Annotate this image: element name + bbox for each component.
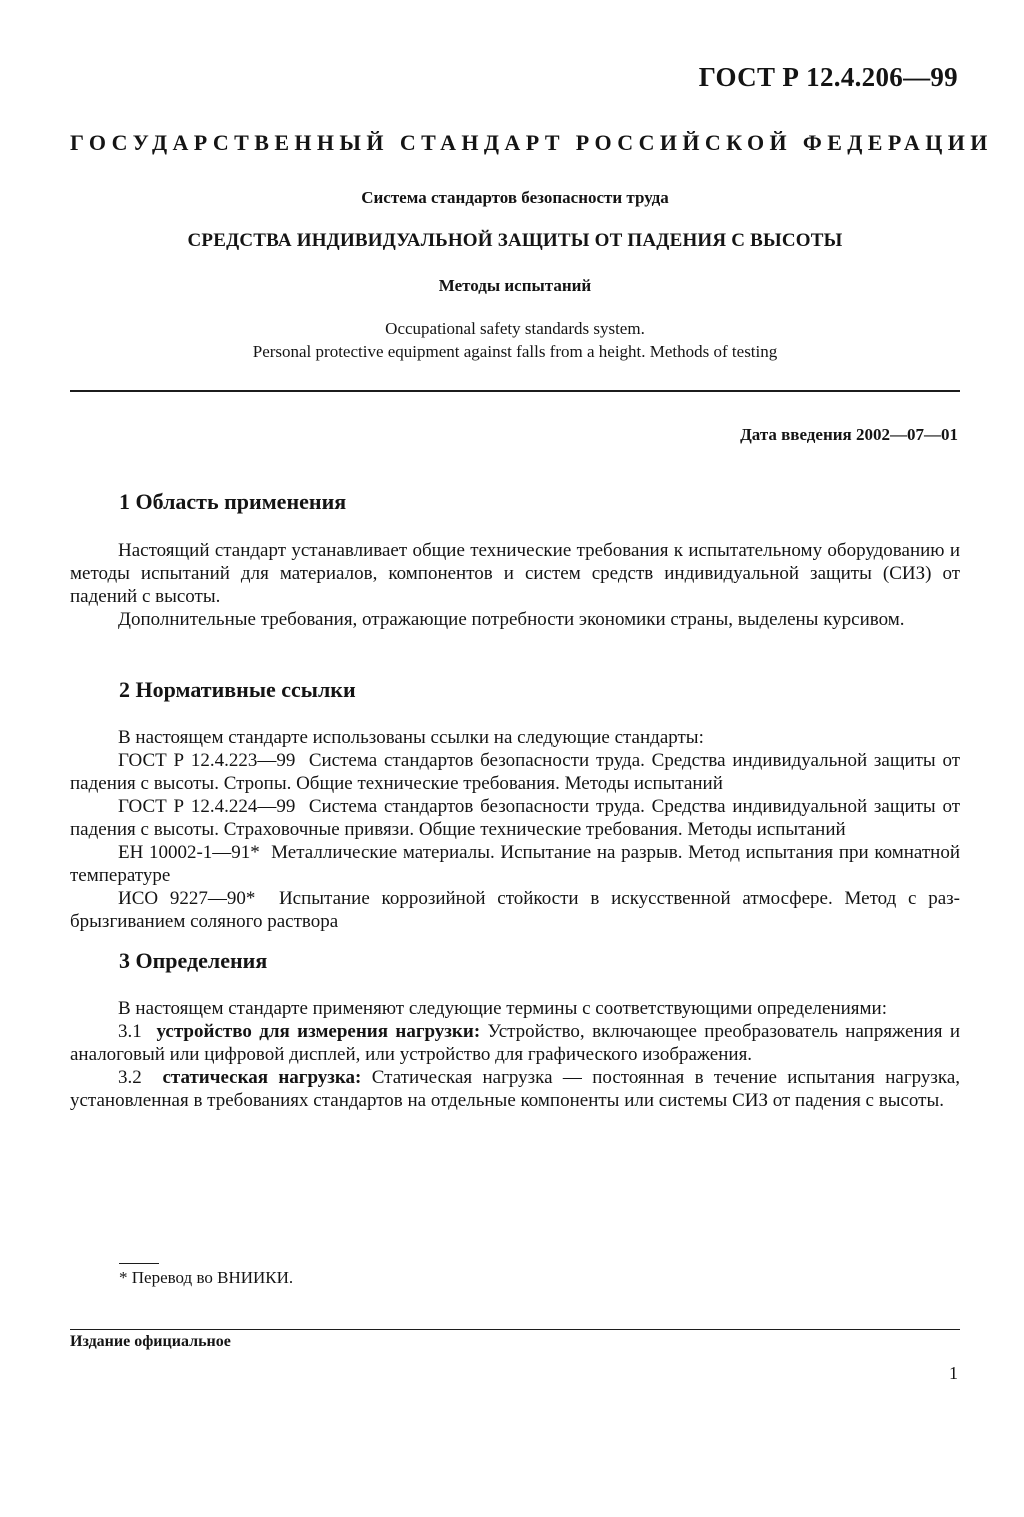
series-title: Система стандартов безопасности труда: [361, 188, 669, 207]
reference-text: Система стандартов безопасности труда. Средства индивидуальной защиты от падения с высоты. Стропы. Общие технические требования. Методы испытаний: [70, 750, 960, 794]
section-3-heading: 3 Определения: [119, 948, 268, 973]
introduction-date: Дата введения 2002—07—01: [740, 425, 958, 444]
state-standard-title: ГОСУДАРСТВЕННЫЙ СТАНДАРТ РОССИЙСКОЙ ФЕДЕРАЦИИ: [70, 130, 993, 155]
section-1-paragraph-2-text: Дополнительные требования, отражающие потребности экономики страны, выделены курсивом.: [118, 609, 905, 630]
section-1-paragraph-2: [70, 608, 960, 631]
footnote: * Перевод во ВНИИКИ.: [119, 1268, 294, 1287]
header-divider: [70, 390, 960, 392]
reference-code: ИСО 9227—90*: [118, 888, 256, 909]
english-title-line-2: Personal protective equipment against falls from a height. Methods of testing: [252, 342, 778, 361]
reference-text: Испытание коррозийной стойкости в искусственной атмосфере. Метод с разбрызгиванием соляного раствора: [70, 888, 960, 932]
reference-code: ГОСТ Р 12.4.224—99: [118, 796, 296, 817]
section-1-paragraph-1: [70, 539, 960, 608]
reference-item: [70, 795, 960, 841]
section-3-intro-text: В настоящем стандарте применяют следующие термины с соответствующими определениями:: [118, 998, 887, 1019]
section-1-heading: 1 Область применения: [119, 489, 347, 514]
section-1-paragraph-1-text: Настоящий стандарт устанавливает общие технические требования к испытательному оборудованию и методы испытаний для материалов, компонентов и систем средств индивидуальной защиты (СИЗ) от падений с высоты.: [70, 540, 960, 607]
definition-item: [70, 1066, 960, 1112]
definition-term: устройство для измерения нагрузки:: [156, 1021, 481, 1042]
section-2-heading: 2 Нормативные ссылки: [119, 677, 356, 702]
reference-item: [70, 887, 960, 933]
reference-item: [70, 841, 960, 887]
reference-text: Металлические материалы. Испытание на разрыв. Метод испытания при комнатной температуре: [70, 842, 960, 886]
document-code: ГОСТ Р 12.4.206—99: [698, 62, 958, 92]
section-3-intro: [70, 997, 960, 1020]
reference-item: [70, 749, 960, 795]
english-title-line-1: Occupational safety standards system.: [385, 319, 645, 338]
definition-text: Устройство, включающее преобразователь напряжения и аналоговый или цифровой дисплей, или устройство для графического изображения.: [70, 1021, 960, 1065]
definition-number: 3.1: [118, 1021, 142, 1042]
footnote-divider: [119, 1263, 159, 1264]
reference-text: Система стандартов безопасности труда. Средства индивидуальной защиты от падения с высоты. Страховочные привязи. Общие технические требования. Методы испытаний: [70, 796, 960, 840]
definition-term: статическая нагрузка:: [162, 1067, 362, 1088]
section-2-intro: [70, 726, 960, 749]
definition-text: Статическая нагрузка — постоянная в течение испытания нагрузка, установленная в требованиях стандартов на отдельные компоненты или системы СИЗ от падения с высоты.: [70, 1067, 961, 1111]
reference-code: ЕН 10002-1—91*: [118, 842, 260, 863]
footer-divider: [70, 1329, 960, 1330]
edition-label: Издание официальное: [70, 1333, 231, 1350]
document-title: СРЕДСТВА ИНДИВИДУАЛЬНОЙ ЗАЩИТЫ ОТ ПАДЕНИЯ С ВЫСОТЫ: [187, 230, 843, 251]
page-number: 1: [949, 1363, 958, 1383]
document-subtitle: Методы испытаний: [438, 276, 592, 295]
section-2-intro-text: В настоящем стандарте использованы ссылки на следующие стандарты:: [118, 727, 704, 748]
reference-code: ГОСТ Р 12.4.223—99: [118, 750, 296, 771]
definition-item: [70, 1020, 960, 1066]
definition-number: 3.2: [118, 1067, 142, 1088]
